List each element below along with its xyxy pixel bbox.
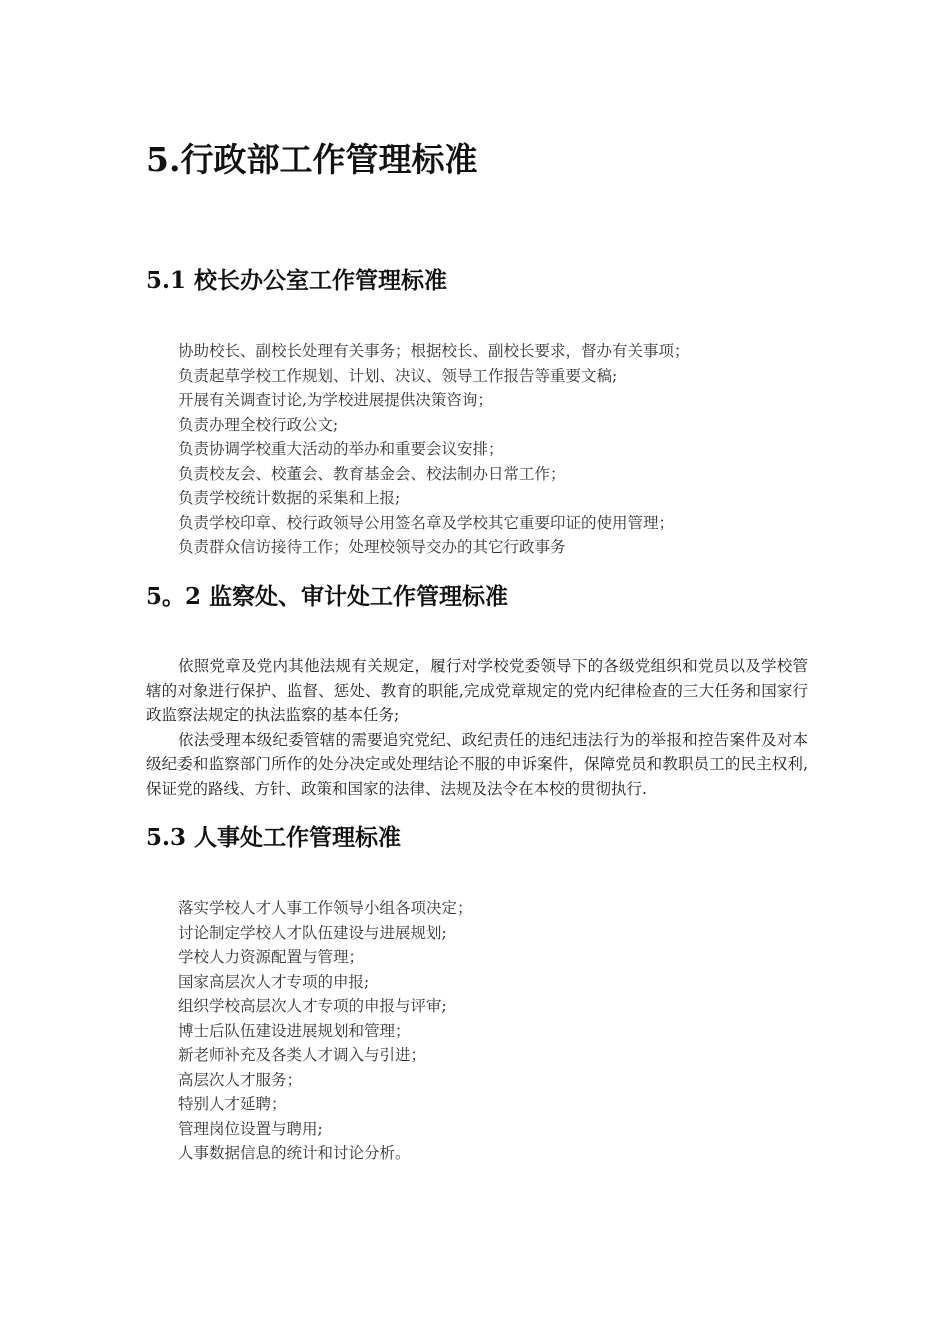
section-5-2-body: [146, 654, 808, 801]
section-5-3-duty-list: [178, 896, 473, 1166]
list-item: 负责校友会、校董会、教育基金会、校法制办日常工作；: [178, 464, 566, 483]
list-item: 开展有关调查讨论,为学校进展提供决策咨询；: [178, 391, 493, 409]
list-item: 新老师补充及各类人才调入与引进；: [178, 1046, 427, 1064]
paragraph: 依照党章及党内其他法规有关规定，履行对学校党委领导下的各级党组织和党员以及学校管辖的对象进行保护、监督、惩处、教育的职能,完成党章规定的党内纪律检查的三大任务和国家行政监察法规定的执法监察的基本任务;: [146, 657, 808, 724]
list-item: 特别人才延聘；: [178, 1095, 287, 1113]
list-item: 组织学校高层次人才专项的申报与评审;: [178, 997, 447, 1015]
list-item: 协助校长、副校长处理有关事务；根据校长、副校长要求，督办有关事项；: [178, 342, 690, 360]
paragraph: 依法受理本级纪委管辖的需要追究党纪、政纪责任的违纪违法行为的举报和控告案件及对本级纪委和监察部门所作的处分决定或处理结论不服的申诉案件，保障党员和教职员工的民主权利,保证党的路线、方针、政策和国家的法律、法规及法令在本校的贯彻执行.: [146, 730, 808, 798]
list-item: 讨论制定学校人才队伍建设与进展规划;: [178, 923, 447, 942]
section-heading-5-2: 5。2 监察处、审计处工作管理标准: [146, 583, 509, 610]
list-item: 负责协调学校重大活动的举办和重要会议安排；: [178, 440, 504, 458]
section-heading-5-1: 5.1 校长办公室工作管理标准: [146, 267, 448, 294]
list-item: 国家高层次人才专项的申报;: [178, 972, 370, 991]
list-item: 负责办理全校行政公文;: [178, 415, 339, 434]
document-title: 5.行政部工作管理标准: [146, 140, 478, 179]
list-item: 人事数据信息的统计和讨论分析。: [178, 1144, 411, 1162]
section-heading-5-3: 5.3 人事处工作管理标准: [146, 824, 402, 851]
list-item: 学校人力资源配置与管理；: [178, 948, 365, 966]
list-item: 负责群众信访接待工作；处理校领导交办的其它行政事务: [178, 538, 566, 556]
list-item: 负责学校统计数据的采集和上报;: [178, 489, 401, 507]
list-item: 负责学校印章、校行政领导公用签名章及学校其它重要印证的使用管理；: [178, 513, 675, 532]
section-5-1-duty-list: [178, 339, 690, 560]
list-item: 高层次人才服务；: [178, 1070, 303, 1089]
list-item: 管理岗位设置与聘用;: [178, 1119, 323, 1138]
list-item: 博士后队伍建设进展规划和管理；: [178, 1021, 411, 1040]
list-item: 落实学校人才人事工作领导小组各项决定；: [178, 899, 473, 917]
list-item: 负责起草学校工作规划、计划、决议、领导工作报告等重要文稿;: [178, 366, 618, 385]
